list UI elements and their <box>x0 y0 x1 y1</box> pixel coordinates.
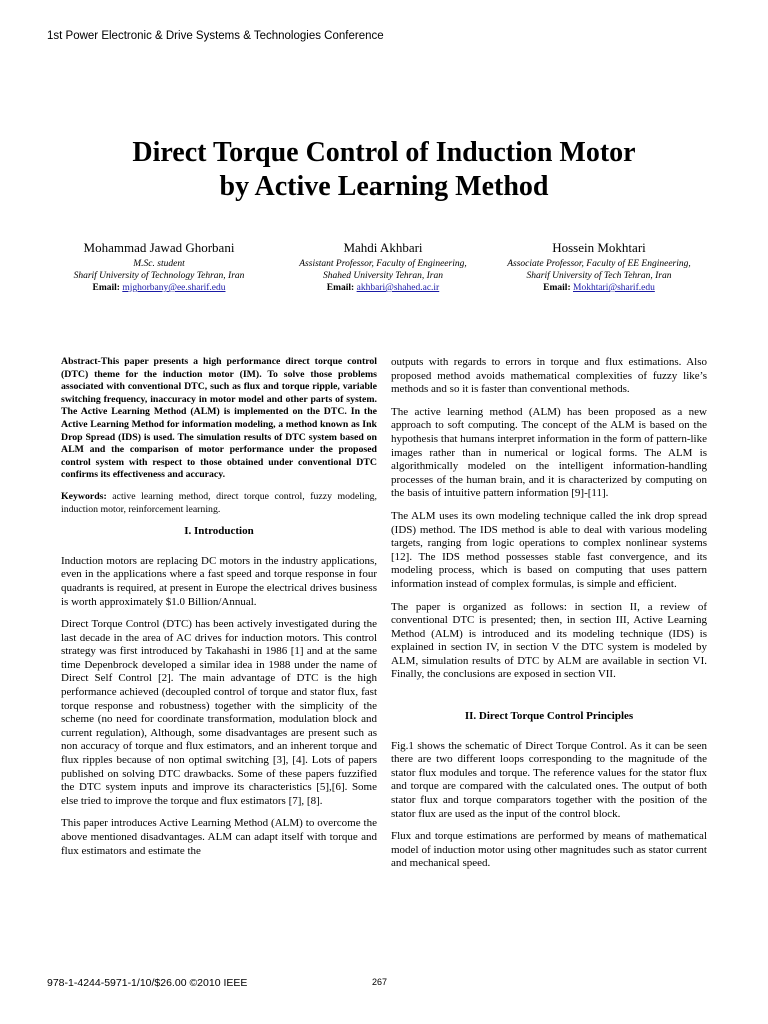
author-affiliation: Sharif University of Tech Tehran, Iran <box>526 271 672 281</box>
section-heading-introduction: I. Introduction <box>184 525 254 538</box>
author-affiliation: Sharif University of Technology Tehran, Iran <box>73 271 245 281</box>
author-block-1 <box>44 240 274 294</box>
conference-header: 1st Power Electronic & Drive Systems & Technologies Conference <box>47 30 384 42</box>
email-label: Email: <box>543 283 571 293</box>
title-line-2: by Active Learning Method <box>219 171 549 202</box>
author-affiliation: Shahed University Tehran, Iran <box>323 271 443 281</box>
author-email-link[interactable]: mjghorbany@ee.sharif.edu <box>122 283 226 293</box>
paragraph: The paper is organized as follows: in section II, a review of conventional DTC is presented; then, in section III, Active Learning Method (ALM) is introduced and its modeling technique (IDS) is explained in section IV, in section V the DTC system is modeled by ALM, simulation results of DTC by ALM are available in section VI. Finally, the conclusions are exposed in section VII. <box>391 600 707 681</box>
right-column <box>391 356 707 880</box>
paragraph: Flux and torque estimations are performed by means of mathematical model of induction motor using other magnitudes such as stator current and mechanical speed. <box>391 830 707 870</box>
paragraph: Fig.1 shows the schematic of Direct Torque Control. As it can be seen there are two different loops corresponding to the magnitude of the stator flux modules and torque. The reference values for the stator flux and torque are compared with the calculated ones. The output of both stator flux and torque comparators together with the position of the stator flux are used as the input of the control block. <box>391 739 707 820</box>
author-position: M.Sc. student <box>133 259 185 269</box>
author-position: Assistant Professor, Faculty of Engineering, <box>299 259 467 269</box>
author-email-line <box>484 282 714 294</box>
paragraph: Induction motors are replacing DC motors in the industry applications, even in the applications where a fast speed and torque response in four quadrants is required, at present in Europe the electrical drives business is worth approximately $1.0 Billion/Annual. <box>61 554 377 608</box>
paper-title <box>0 136 768 204</box>
keywords <box>61 491 377 516</box>
left-column <box>61 356 377 867</box>
email-label: Email: <box>326 283 355 293</box>
author-email-line <box>44 282 274 294</box>
title-line-1: Direct Torque Control of Induction Motor <box>132 137 636 168</box>
email-label: Email: <box>92 283 120 293</box>
author-name: Hossein Mokhtari <box>552 240 646 255</box>
footer-isbn: 978-1-4244-5971-1/10/$26.00 ©2010 IEEE <box>47 977 248 989</box>
page-number: 267 <box>372 977 388 987</box>
author-block-3 <box>484 240 714 294</box>
section-heading-dtc-principles: II. Direct Torque Control Principles <box>464 710 634 723</box>
author-email-link[interactable]: akhbari@shahed.ac.ir <box>356 283 440 293</box>
paragraph: The active learning method (ALM) has been proposed as a new approach to soft computing. The concept of the ALM is based on the hypothesis that humans interpret information in the form of pattern-like images rather than in numerical or logical forms. The ALM is algorithmically modeled on the intelligent information-handling processes of the human brain, and it is characterized by computing on the basis of intuitive pattern information [9]-[11]. <box>391 405 707 500</box>
author-position: Associate Professor, Faculty of EE Engineering, <box>507 259 691 269</box>
keywords-label: Keywords: <box>61 490 107 502</box>
author-email-line <box>268 282 498 294</box>
paragraph: outputs with regards to errors in torque and flux estimations. Also proposed method avoids mathematical complexities of fuzzy like’s methods and so it is faster than conventional methods. <box>391 356 707 396</box>
author-email-link[interactable]: Mokhtari@sharif.edu <box>573 283 655 293</box>
paragraph: The ALM uses its own modeling technique called the ink drop spread (IDS) method. The IDS method is able to deal with various modeling targets, ranging from logic operations to complex nonlinear systems [12]. The IDS method possesses stable fast convergence, and its modeling process, which is based on computing that uses pattern information instead of complex formulas, is simple and efficient. <box>391 509 707 590</box>
keywords-text: active learning method, direct torque control, fuzzy modeling, induction motor, reinforcement learning. <box>61 490 377 515</box>
author-name: Mahdi Akhbari <box>343 240 423 255</box>
author-block-2 <box>268 240 498 294</box>
paragraph: Direct Torque Control (DTC) has been actively investigated during the last decade in the area of AC drives for induction motors. This control strategy was first introduced by Takahashi in 1986 [1] and at the same time Depenbrock developed a similar idea in 1988 under the name of Direct Self Control [2]. The main advantage of DTC is the high performance achieved (decoupled control of torque and stator flux, fast torque response and robustness) together with the simplicity of the scheme (no need for coordinate transformation, modulation block and current regulation), Although, some disadvantages are present such as non accuracy of torque and flux estimators, and an inherent torque and flux ripples because of non optimal switching [3], [4]. Lots of papers published on solving DTC drawbacks. Some of these papers fuzzified the DTC system inputs and improve its characteristics [5],[6]. Some else tried to improve the torque and flux estimators [7], [8]. <box>61 618 377 807</box>
paragraph: This paper introduces Active Learning Method (ALM) to overcome the above mentioned disadvantages. ALM can adapt itself with torque and flux estimators and estimate the <box>61 817 377 857</box>
author-name: Mohammad Jawad Ghorbani <box>83 240 235 255</box>
abstract: Abstract-This paper presents a high performance direct torque control (DTC) theme for the induction motor (IM). To solve those problems associated with conventional DTC, such as flux and torque ripple, variable switching frequency, inaccuracy in motor model and other parts of system. The Active Learning Method (ALM) is implemented on the DTC. In the Active Learning Method for information modeling, a method known as Ink Drop Spread (IDS) is used. The simulation results of DTC system based on ALM and the comparison of motor performance under the proposed control system with respect to those obtained under conventional DTC confirms its effectiveness and accuracy. <box>61 356 377 481</box>
